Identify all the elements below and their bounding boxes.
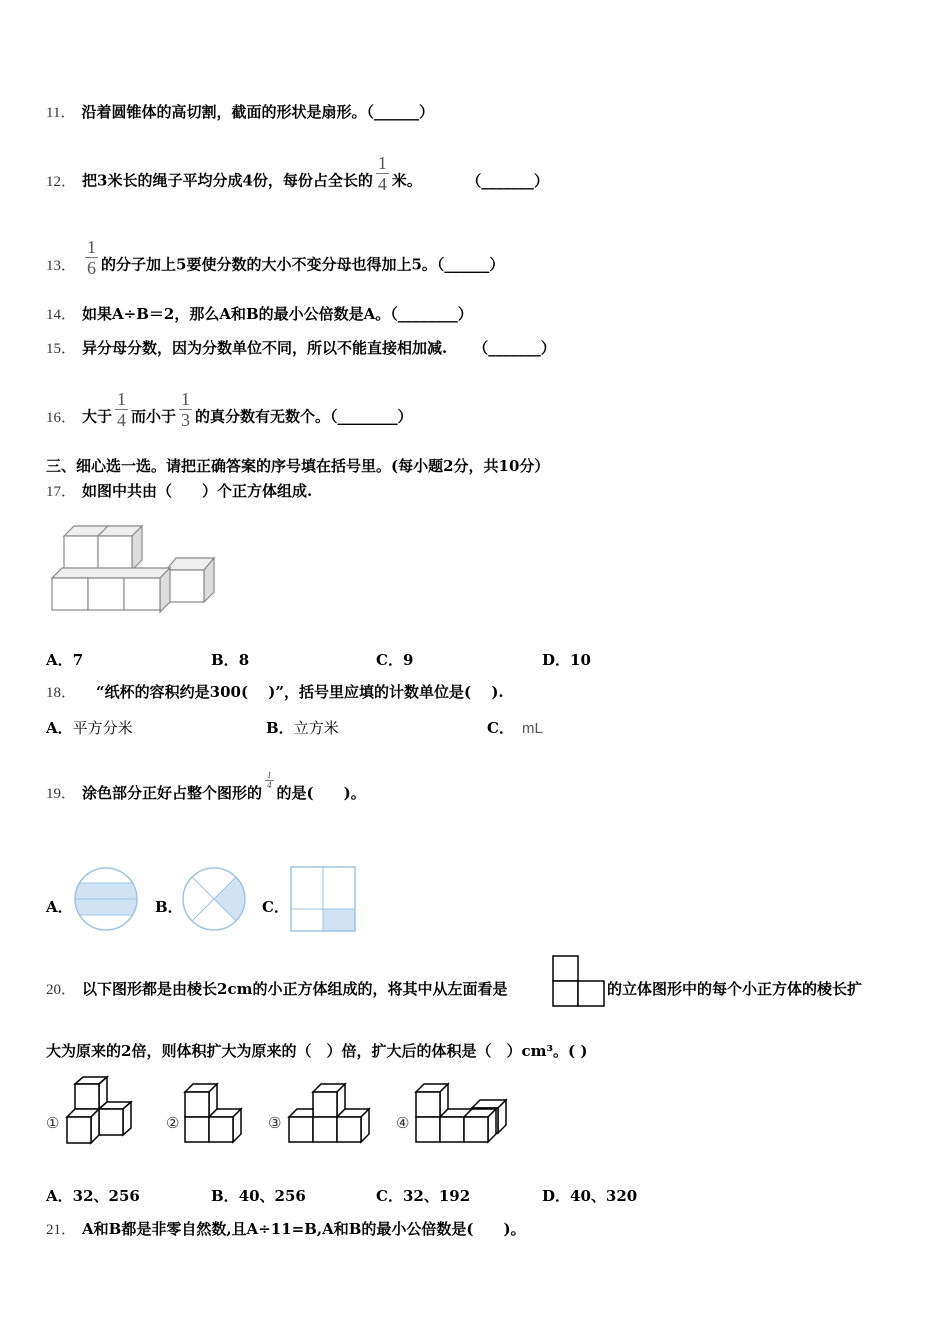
question-text: 的立体图形中的每个小正方体的棱长扩 <box>607 980 863 998</box>
question-text: A和B都是非零自然数,且A÷11=B,A和B的最小公倍数是( )。 <box>82 1220 526 1238</box>
answer-blank[interactable]: （_______） <box>473 339 556 357</box>
circle-band-figure <box>73 866 139 932</box>
option-a[interactable] <box>46 1185 140 1206</box>
option-value: 7 <box>72 651 84 669</box>
option-label: B． <box>211 1187 239 1205</box>
question-number: 11． <box>46 105 76 121</box>
question-18 <box>46 682 504 703</box>
option-b[interactable] <box>155 896 183 917</box>
question-number: 20． <box>46 982 77 998</box>
option-label: C． <box>262 898 289 916</box>
option-c[interactable] <box>376 649 413 670</box>
option-d[interactable] <box>542 649 591 670</box>
option-label: B． <box>211 651 239 669</box>
cube-figure-2 <box>183 1083 245 1143</box>
question-number: 15． <box>46 341 77 357</box>
question-text: 的是( )。 <box>276 784 366 802</box>
fraction <box>85 237 98 278</box>
question-text: 如图中共由（ ）个正方体组成. <box>82 482 313 500</box>
question-text: 米。 <box>391 171 422 190</box>
cube-stack-figure <box>46 522 221 614</box>
option-label: D． <box>542 651 571 669</box>
cube-top-face <box>52 568 170 578</box>
question-19 <box>46 769 366 804</box>
section-heading: 三、细心选一选。请把正确答案的序号填在括号里。(每小题2分，共10分） <box>46 457 550 475</box>
option-value: 9 <box>402 651 414 669</box>
option-label: D． <box>542 1187 571 1205</box>
option-a[interactable] <box>46 896 73 917</box>
fraction <box>265 771 274 790</box>
question-text: 以下图形都是由棱长2cm的小正方体组成的，将其中从左面看是 <box>82 980 508 998</box>
cube-figure-3 <box>287 1083 373 1143</box>
option-d[interactable] <box>542 1185 637 1206</box>
option-label: A． <box>46 719 73 737</box>
option-value: mL <box>521 720 543 737</box>
question-number: 13． <box>46 257 77 274</box>
question-16 <box>46 389 413 438</box>
denominator: 6 <box>87 258 97 278</box>
option-a[interactable] <box>46 649 83 670</box>
question-17 <box>46 481 312 502</box>
question-number: 12． <box>46 173 77 190</box>
cube-figure-1 <box>65 1076 137 1146</box>
option-label: A． <box>46 651 73 669</box>
circle-quarter-figure <box>181 866 247 932</box>
option-c[interactable] <box>376 1185 470 1206</box>
question-text: 把3米长的绳子平均分成4份，每份占全长的 <box>82 171 373 190</box>
question-20 <box>46 979 507 1000</box>
figure-label: ④ <box>396 1114 410 1132</box>
option-value: 32、192 <box>402 1187 471 1205</box>
option-value: 40、320 <box>570 1187 638 1205</box>
option-value: 40、256 <box>238 1187 306 1205</box>
question-13 <box>46 237 505 286</box>
cube-front-face <box>88 578 124 610</box>
question-text: 的分子加上5要使分数的大小不变分母也得加上5。（______） <box>101 255 505 274</box>
fraction <box>376 153 389 194</box>
numerator: 1 <box>117 389 127 409</box>
cube-front-face <box>166 570 204 602</box>
option-value: 32、256 <box>72 1187 140 1205</box>
question-number: 19． <box>46 786 77 802</box>
numerator: 1 <box>377 153 387 173</box>
option-value: 8 <box>238 651 250 669</box>
denominator: 4 <box>377 174 387 194</box>
question-text: 如果A÷B＝2，那么A和B的最小公倍数是A。（________） <box>82 305 473 323</box>
cube-front-face <box>98 536 132 570</box>
question-number: 16． <box>46 409 77 426</box>
question-14 <box>46 304 473 325</box>
denominator: 3 <box>181 410 191 430</box>
denominator: 4 <box>117 410 127 430</box>
option-b[interactable] <box>211 1185 306 1206</box>
option-value: 平方分米 <box>72 719 133 737</box>
square-figure <box>290 866 356 932</box>
question-number: 14． <box>46 307 77 323</box>
denominator: 4 <box>267 779 272 790</box>
figure-label: ③ <box>268 1114 282 1132</box>
fraction <box>115 389 128 430</box>
question-text: 大为原来的2倍，则体积扩大为原来的（ ）倍，扩大后的体积是（ ）cm³。( ) <box>46 1042 588 1060</box>
cube-front-face <box>52 578 88 610</box>
question-text: 涂色部分正好占整个图形的 <box>82 784 263 802</box>
option-label: B． <box>155 898 183 916</box>
option-label: C． <box>376 1187 403 1205</box>
left-view-figure <box>552 955 606 1007</box>
question-text: 异分母分数，因为分数单位不同，所以不能直接相加减. <box>82 339 448 357</box>
option-b[interactable] <box>211 649 249 670</box>
question-12 <box>46 153 549 202</box>
question-15 <box>46 338 556 359</box>
figure-label: ② <box>166 1114 180 1132</box>
option-value: 立方米 <box>293 719 339 737</box>
figure-label: ① <box>46 1114 60 1132</box>
question-number: 21． <box>46 1222 77 1238</box>
option-label: B． <box>266 719 294 737</box>
option-b[interactable] <box>266 717 339 738</box>
answer-blank[interactable]: （_______） <box>473 171 549 190</box>
option-a[interactable] <box>46 717 133 738</box>
option-label: C． <box>376 651 403 669</box>
question-21 <box>46 1219 526 1240</box>
question-text: 大于 <box>82 407 113 426</box>
fraction <box>179 389 192 430</box>
option-c[interactable] <box>262 896 289 917</box>
question-number: 17． <box>46 484 77 500</box>
question-text: 的真分数有无数个。（________） <box>195 407 413 426</box>
shaded-region <box>323 909 355 931</box>
question-number: 18． <box>46 685 77 701</box>
option-label: A． <box>46 1187 73 1205</box>
option-c[interactable] <box>487 717 543 738</box>
question-11 <box>46 102 434 123</box>
question-text: “纸杯的容积约是300( )”，括号里应填的计数单位是( ). <box>96 683 504 701</box>
question-text: 沿着圆锥体的高切割，截面的形状是扇形。（______） <box>81 103 434 121</box>
cube-front-face <box>64 536 98 570</box>
option-label: C． <box>487 719 514 737</box>
cube-front-face <box>124 578 160 610</box>
numerator: 1 <box>87 237 97 257</box>
numerator: 1 <box>267 769 272 780</box>
option-value: 10 <box>570 651 591 669</box>
numerator: 1 <box>181 389 191 409</box>
cube-figure-4 <box>414 1083 510 1143</box>
question-text: 而小于 <box>131 407 177 426</box>
option-label: A． <box>46 898 73 916</box>
